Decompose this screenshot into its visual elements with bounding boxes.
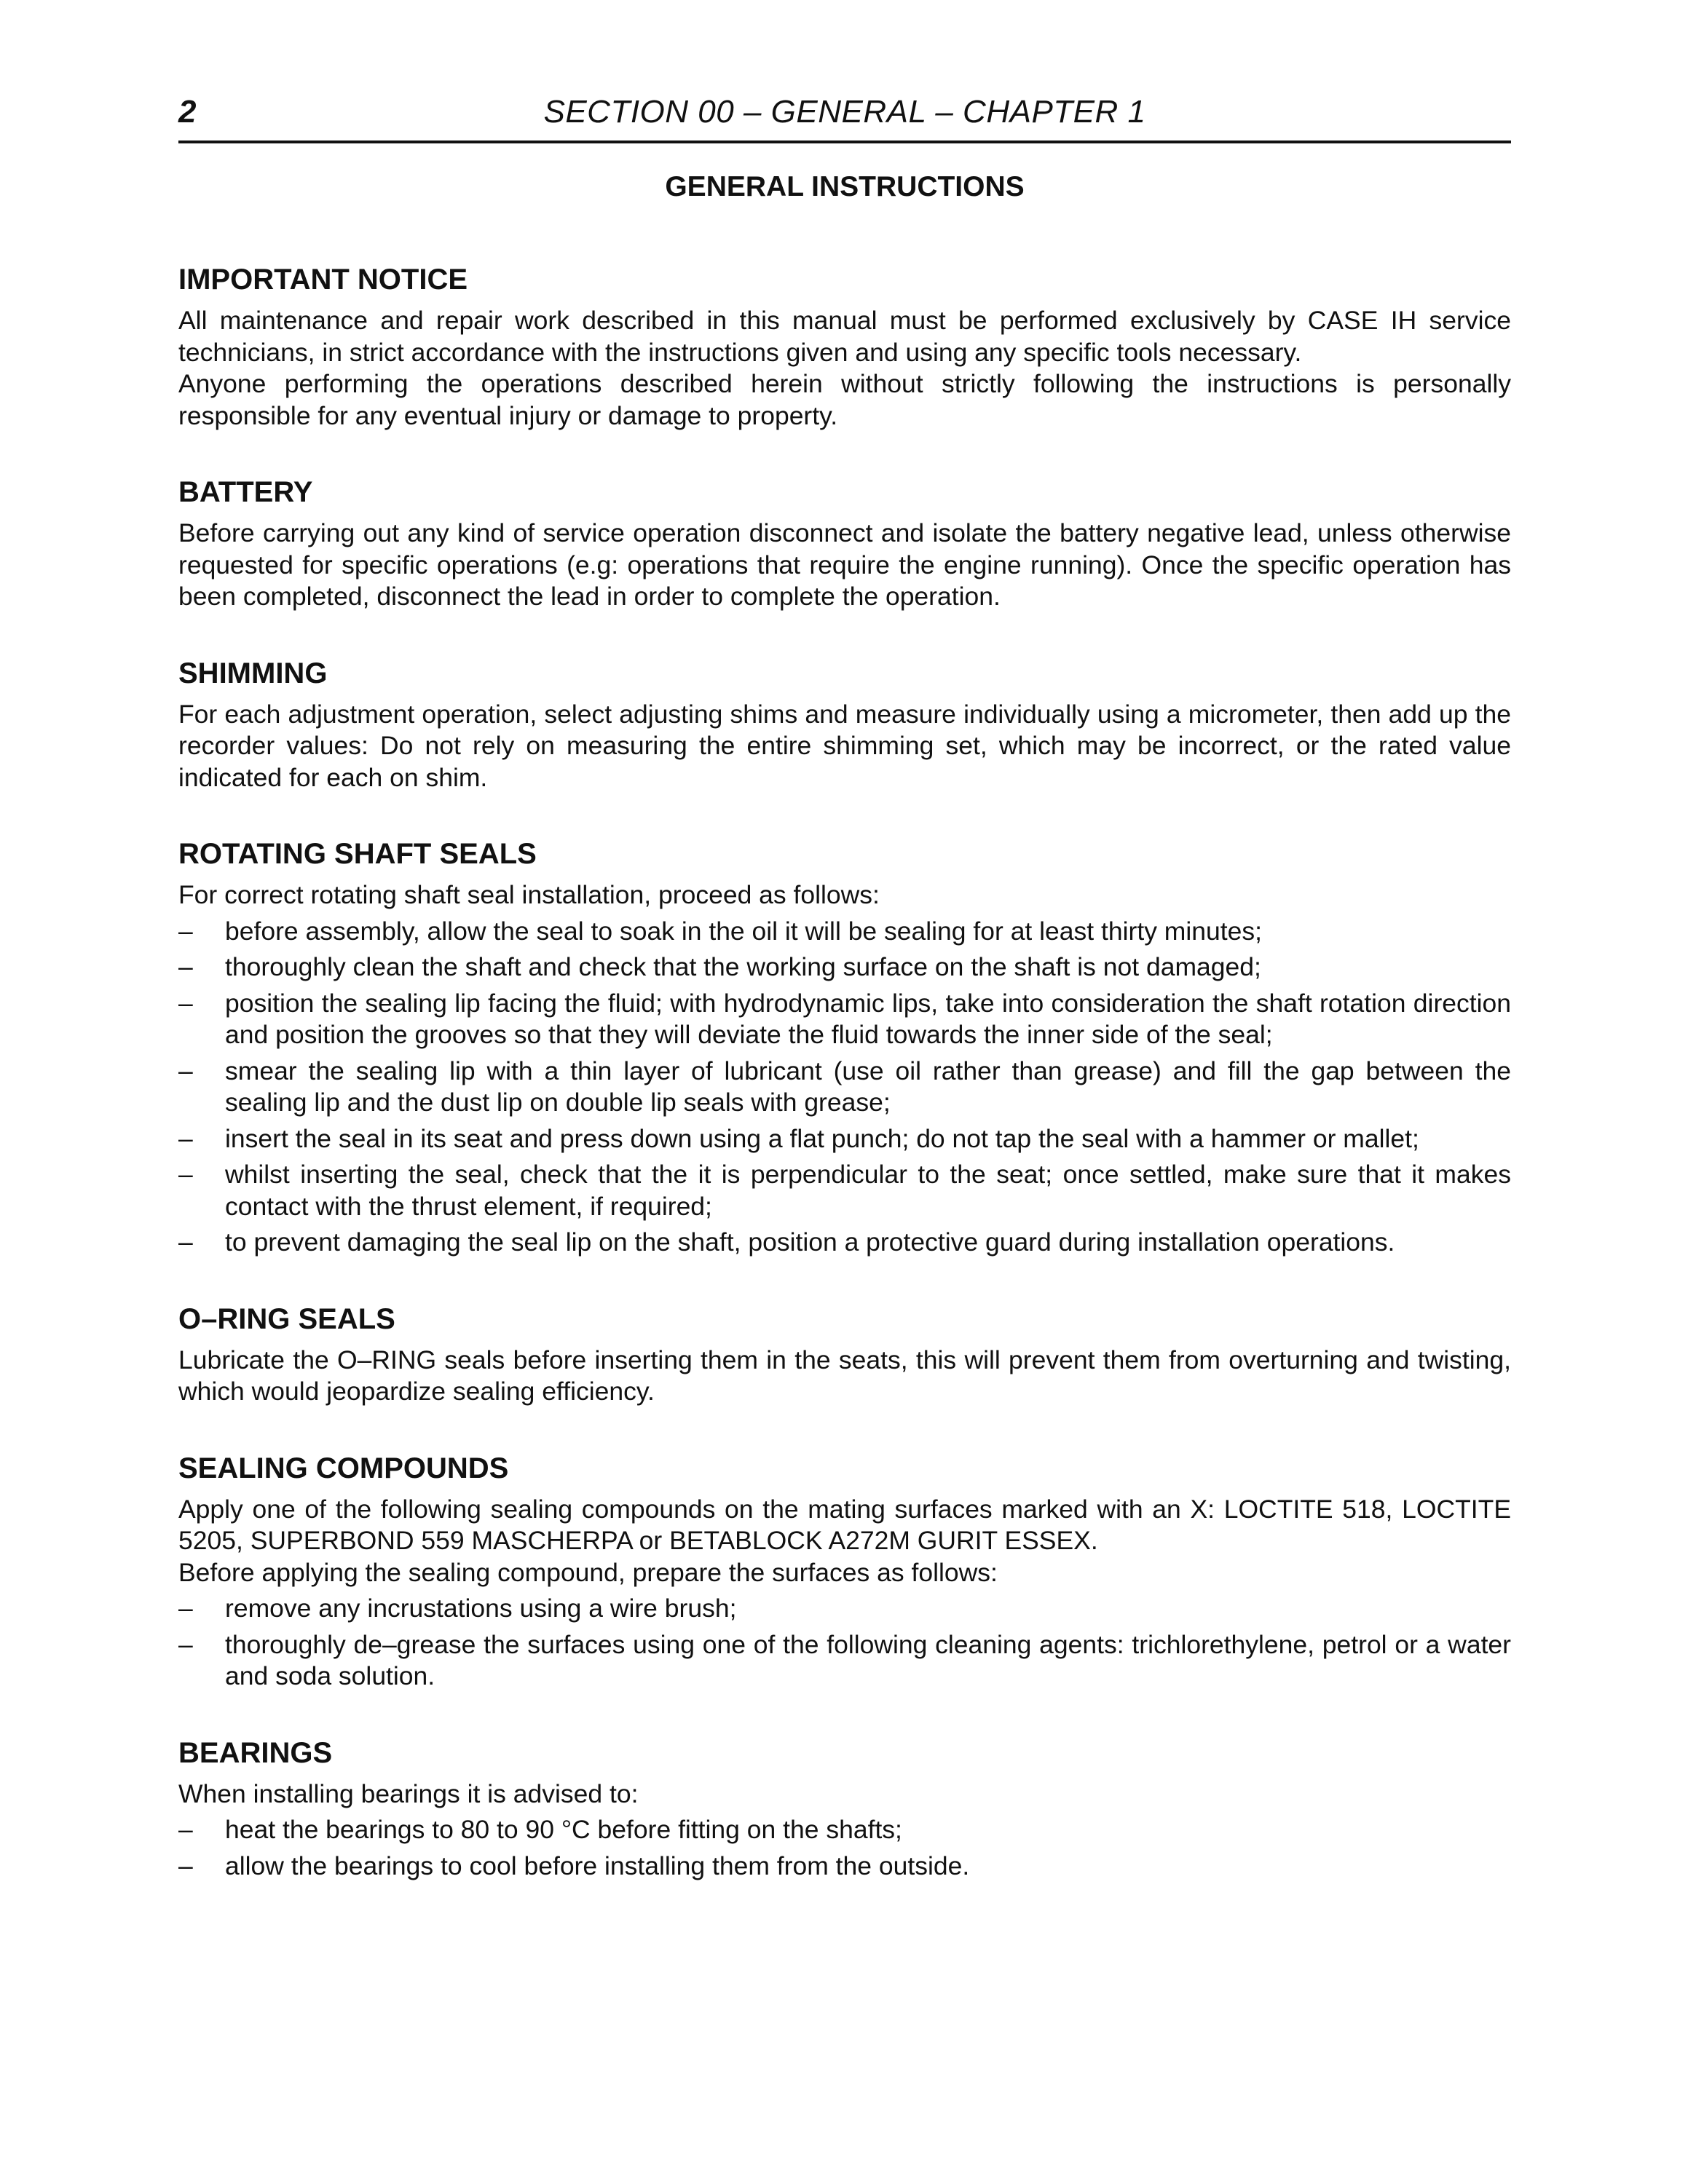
section-important-notice — [178, 261, 1511, 432]
section-heading: SHIMMING — [178, 657, 328, 689]
page-header — [178, 91, 1511, 143]
section-bearings — [178, 1735, 1511, 1883]
paragraph: All maintenance and repair work described in this manual must be performed exclusively by CASE IH service technicians, in strict accordance with the instructions given and using any specific tools necessary. — [178, 306, 1511, 367]
section-o-ring-seals — [178, 1301, 1511, 1408]
paragraph: Lubricate the O–RING seals before inserting them in the seats, this will prevent them from overturning and twisting, which would jeopardize sealing efficiency. — [178, 1345, 1511, 1406]
list-item-text: insert the seal in its seat and press down using a flat punch; do not tap the seal with a hammer or mallet; — [225, 1123, 1419, 1153]
dash-marker: – — [178, 1123, 193, 1153]
section-heading: ROTATING SHAFT SEALS — [178, 838, 537, 870]
dash-marker: – — [178, 952, 193, 981]
list-item-text: allow the bearings to cool before installing them from the outside. — [225, 1851, 970, 1880]
list-item — [178, 988, 1511, 1051]
paragraph: Anyone performing the operations described herein without strictly following the instructions is personally responsible for any eventual injury or damage to property. — [178, 369, 1511, 430]
list-item — [178, 916, 1511, 948]
paragraph: Apply one of the following sealing compounds on the mating surfaces marked with an X: LOCTITE 518, LOCTITE 5205, SUPERBOND 559 MASCHERPA or BETABLOCK A272M GURIT ESSEX. — [178, 1494, 1511, 1555]
section-shimming — [178, 655, 1511, 794]
paragraph: Before carrying out any kind of service operation disconnect and isolate the battery negative lead, unless otherwise requested for specific operations (e.g: operations that require the engine running). Once the specific operation has been completed, disconnect the lead in order to complete the operation. — [178, 518, 1511, 611]
section-heading: BATTERY — [178, 476, 313, 508]
list-item-text: to prevent damaging the seal lip on the shaft, position a protective guard during installation operations. — [225, 1227, 1395, 1257]
list-item — [178, 951, 1511, 984]
section-rotating-shaft-seals — [178, 836, 1511, 1259]
dash-marker: – — [178, 988, 193, 1018]
dash-marker: – — [178, 1056, 193, 1085]
dash-marker: – — [178, 1851, 193, 1880]
list-item — [178, 1123, 1511, 1155]
list-item — [178, 1814, 1511, 1846]
dash-marker: – — [178, 916, 193, 946]
dash-marker: – — [178, 1227, 193, 1257]
list-item-text: before assembly, allow the seal to soak in the oil it will be sealing for at least thirty minutes; — [225, 916, 1262, 946]
manual-page — [178, 91, 1511, 1924]
list-item-text: smear the sealing lip with a thin layer of lubricant (use oil rather than grease) and fill the gap between the sealing lip and the dust lip on double lip seals with grease; — [225, 1056, 1511, 1117]
list-item-text: remove any incrustations using a wire brush; — [225, 1594, 737, 1623]
section-title: SECTION 00 – GENERAL – CHAPTER 1 — [543, 94, 1146, 130]
section-battery — [178, 474, 1511, 613]
dash-marker: – — [178, 1815, 193, 1844]
dash-marker: – — [178, 1594, 193, 1623]
paragraph: Before applying the sealing compound, prepare the surfaces as follows: — [178, 1557, 998, 1587]
dash-marker: – — [178, 1629, 193, 1659]
list-item — [178, 1227, 1511, 1259]
section-sealing-compounds — [178, 1450, 1511, 1693]
list-item — [178, 1851, 1511, 1883]
list-item — [178, 1159, 1511, 1222]
list-item-text: heat the bearings to 80 to 90 °C before fitting on the shafts; — [225, 1815, 902, 1844]
dash-list — [178, 916, 1511, 1259]
dash-marker: – — [178, 1160, 193, 1189]
section-heading: IMPORTANT NOTICE — [178, 264, 468, 296]
section-heading: O–RING SEALS — [178, 1302, 395, 1335]
dash-list — [178, 1814, 1511, 1882]
page-number: 2 — [178, 94, 197, 130]
dash-list — [178, 1593, 1511, 1693]
list-item-text: position the sealing lip facing the fluid; with hydrodynamic lips, take into consideration the shaft rotation direction and position the grooves so that they will deviate the fluid towards the inner side of the seal; — [225, 988, 1511, 1049]
list-item — [178, 1629, 1511, 1693]
paragraph: When installing bearings it is advised to: — [178, 1779, 639, 1808]
list-item-text: thoroughly de–grease the surfaces using one of the following cleaning agents: trichlorethylene, petrol or a water and soda solution. — [225, 1629, 1511, 1690]
document-title: GENERAL INSTRUCTIONS — [665, 171, 1025, 202]
list-item-text: thoroughly clean the shaft and check that the working surface on the shaft is not damaged; — [225, 952, 1261, 981]
section-heading: BEARINGS — [178, 1736, 333, 1769]
section-heading: SEALING COMPOUNDS — [178, 1452, 509, 1484]
list-item — [178, 1593, 1511, 1625]
list-item — [178, 1056, 1511, 1119]
list-item-text: whilst inserting the seal, check that the it is perpendicular to the seat; once settled, make sure that it makes contact with the thrust element, if required; — [225, 1160, 1511, 1221]
paragraph: For correct rotating shaft seal installation, proceed as follows: — [178, 880, 880, 909]
paragraph: For each adjustment operation, select adjusting shims and measure individually using a micrometer, then add up the recorder values: Do not rely on measuring the entire shimming set, which may be incorrect, or the rated value indicated for each on shim. — [178, 699, 1511, 792]
